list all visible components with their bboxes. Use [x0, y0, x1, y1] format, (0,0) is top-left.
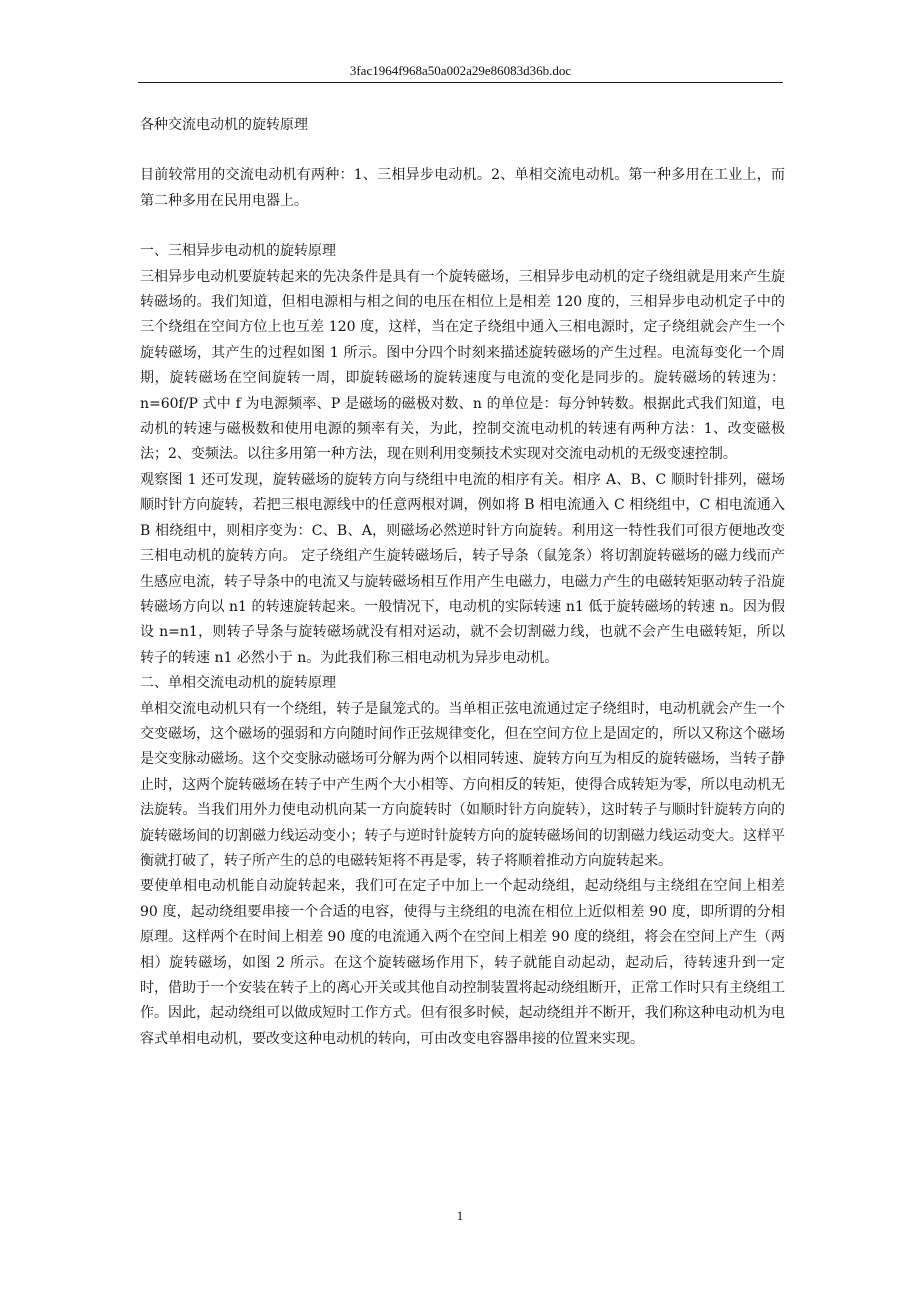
document-filename-header: 3fac1964f968a50a002a29e86083d36b.doc [349, 63, 572, 78]
section2-heading: 二、单相交流电动机的旋转原理 [140, 675, 336, 692]
intro-paragraph: 目前较常用的交流电动机有两种：1、三相异步电动机。2、单相交流电动机。第一种多用在工业上，而第二种多用在民用电器上。 [140, 167, 785, 209]
document-body [140, 113, 785, 1052]
page-number: 1 [456, 1208, 464, 1223]
section1-paragraph-2: 观察图 1 还可发现，旋转磁场的旋转方向与绕组中电流的相序有关。相序 A、B、C 顺时针排列，磁场顺时针方向旋转，若把三根电源线中的任意两根对调，例如将 B 相电流通入 C 相绕组中，C 相电流通入 B 相绕组中，则相序变为：C、B、A，则磁场必然逆时针方向旋转。利用这一特性我们可很方便地改变三相电动机的旋转方向。 定子绕组产生旋转磁场后，转子导条（鼠笼条）将切割旋转磁场的磁力线而产生感应电流，转子导条中的电流又与旋转磁场相互作用产生电磁力，电磁力产生的电磁转矩驱动转子沿旋转磁场方向以 n1 的转速旋转起来。一般情况下，电动机的实际转速 n1 低于旋转磁场的转速 n。因为假设 n=n1，则转子导条与旋转磁场就没有相对运动，就不会切割磁力线，也就不会产生电磁转矩，所以转子的转速 n1 必然小于 n。为此我们称三相电动机为异步电动机。 [140, 471, 785, 666]
section1-paragraph-1: 三相异步电动机要旋转起来的先决条件是具有一个旋转磁场，三相异步电动机的定子绕组就是用来产生旋转磁场的。我们知道，但相电源相与相之间的电压在相位上是相差 120 度的，三相异步电动机定子中的三个绕组在空间方位上也互差 120 度，这样，当在定子绕组中通入三相电源时，定子绕组就会产生一个旋转磁场，其产生的过程如图 1 所示。图中分四个时刻来描述旋转磁场的产生过程。电流每变化一个周期，旋转磁场在空间旋转一周，即旋转磁场的旋转速度与电流的变化是同步的。旋转磁场的转速为：n=60f/P 式中 f 为电源频率、P 是磁场的磁极对数、n 的单位是：每分钟转数。根据此式我们知道，电动机的转速与磁极数和使用电源的频率有关，为此，控制交流电动机的转速有两种方法：1、改变磁极法；2、变频法。以往多用第一种方法，现在则利用变频技术实现对交流电动机的无级变速控制。 [140, 268, 785, 463]
document-title: 各种交流电动机的旋转原理 [140, 117, 308, 133]
section2-paragraph-2: 要使单相电动机能自动旋转起来，我们可在定子中加上一个起动绕组，起动绕组与主绕组在空间上相差 90 度，起动绕组要串接一个合适的电容，使得与主绕组的电流在相位上近似相差 90 度，即所谓的分相原理。这样两个在时间上相差 90 度的电流通入两个在空间上相差 90 度的绕组，将会在空间上产生（两相）旋转磁场，如图 2 所示。在这个旋转磁场作用下，转子就能自动起动，起动后，待转速升到一定时，借助于一个安装在转子上的离心开关或其他自动控制装置将起动绕组断开，正常工作时只有主绕组工作。因此，起动绕组可以做成短时工作方式。但有很多时候，起动绕组并不断开，我们称这种电动机为电容式单相电动机，要改变这种电动机的转向，可由改变电容器串接的位置来实现。 [140, 878, 785, 1047]
header-divider [138, 82, 783, 83]
section2-paragraph-1: 单相交流电动机只有一个绕组，转子是鼠笼式的。当单相正弦电流通过定子绕组时，电动机就会产生一个交变磁场，这个磁场的强弱和方向随时间作正弦规律变化，但在空间方位上是固定的，所以又称这个磁场是交变脉动磁场。这个交变脉动磁场可分解为两个以相同转速、旋转方向互为相反的旋转磁场，当转子静止时，这两个旋转磁场在转子中产生两个大小相等、方向相反的转矩，使得合成转矩为零，所以电动机无法旋转。当我们用外力使电动机向某一方向旋转时（如顺时针方向旋转），这时转子与顺时针旋转方向的旋转磁场间的切割磁力线运动变小；转子与逆时针旋转方向的旋转磁场间的切割磁力线运动变大。这样平衡就打破了，转子所产生的总的电磁转矩将不再是零，转子将顺着推动方向旋转起来。 [140, 700, 785, 869]
section1-heading: 一、三相异步电动机的旋转原理 [140, 243, 336, 260]
